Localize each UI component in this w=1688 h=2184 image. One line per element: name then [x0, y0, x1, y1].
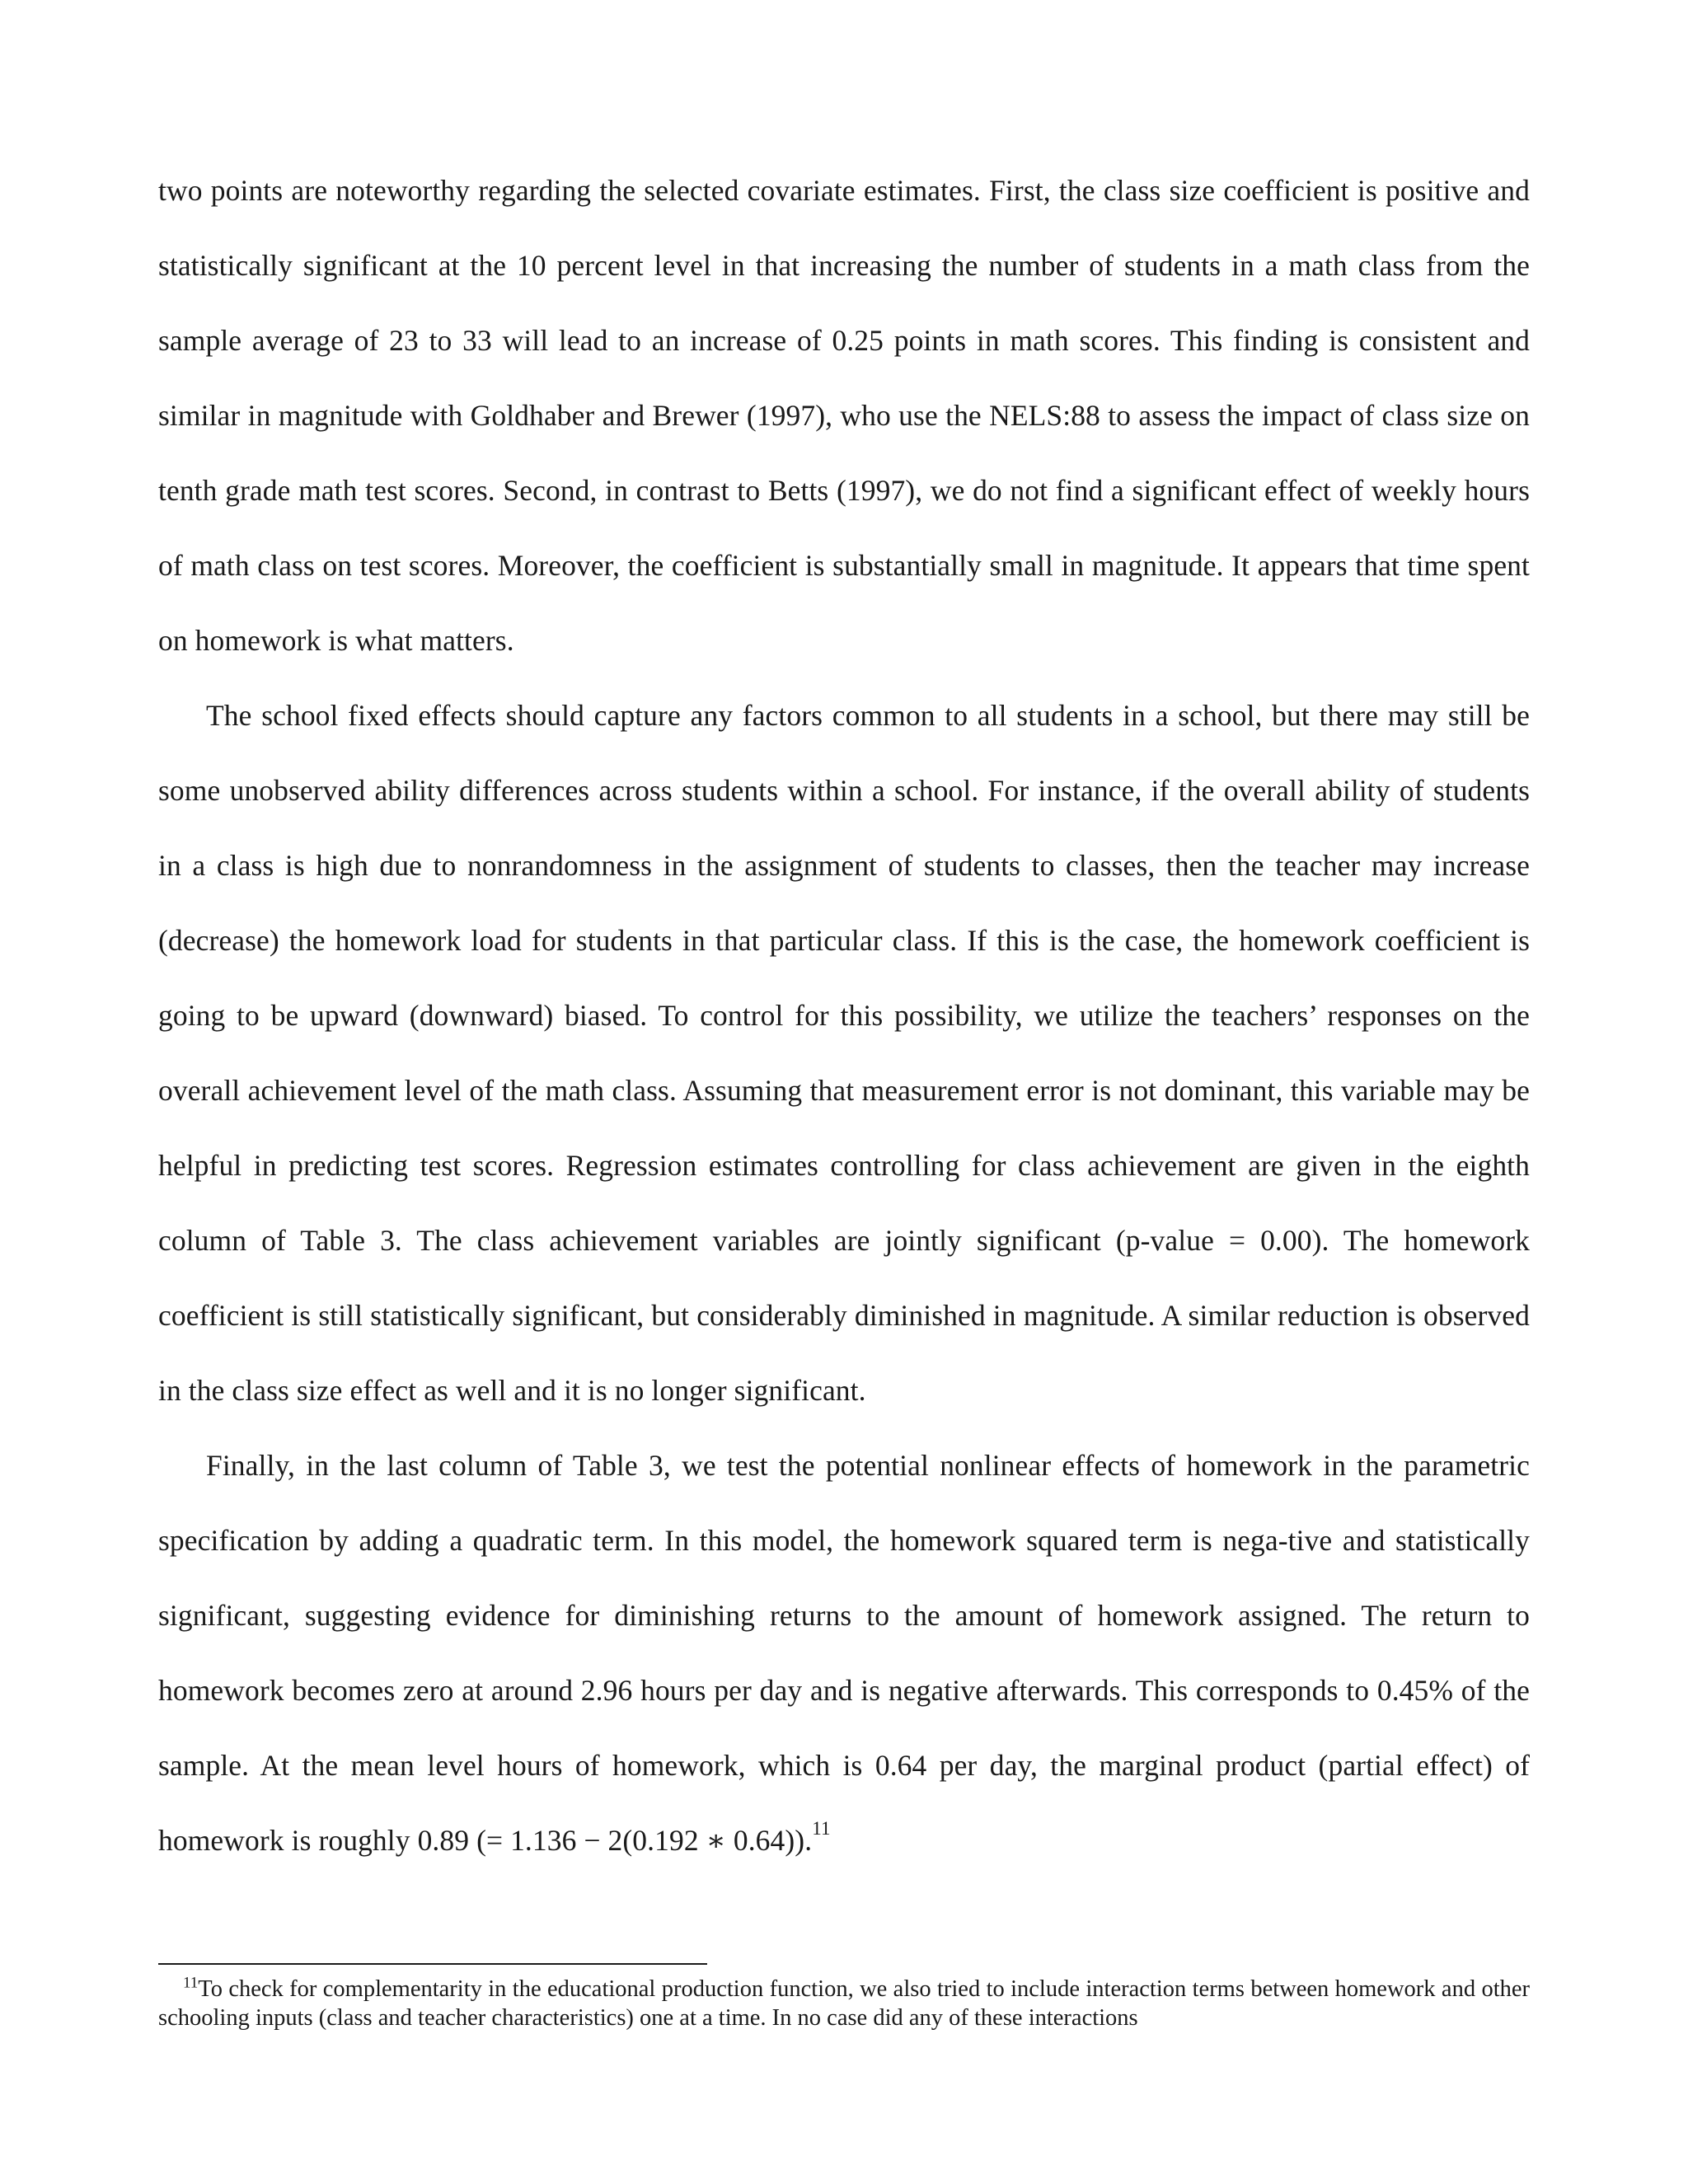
footnote-mark: 11	[183, 1974, 199, 1992]
footnote-reference-mark: 11	[812, 1818, 831, 1840]
paragraph-2	[158, 678, 1530, 1428]
footnote-divider	[158, 1963, 707, 1965]
footnote-text: To check for complementarity in the educational production function, we also tried to include interaction terms between homework and other schooling inputs (class and teacher characteristics) one at a time. In no case did any of these interactions	[158, 1976, 1530, 2031]
paragraph-1-text: two points are noteworthy regarding the selected covariate estimates. First, the class size coefficient is positive and statistically significant at the 10 percent level in that increasing the number of students in a math class from the sample average of 23 to 33 will lead to an increase of 0.25 points in math scores. This finding is consistent and similar in magnitude with Goldhaber and Brewer (1997), who use the NELS:88 to assess the impact of class size on tenth grade math test scores. Second, in contrast to Betts (1997), we do not find a significant effect of weekly hours of math class on test scores. Moreover, the coefficient is substantially small in magnitude. It appears that time spent on homework is what matters.	[158, 174, 1530, 657]
paragraph-1	[158, 153, 1530, 678]
paragraph-2-text: The school fixed effects should capture any factors common to all students in a school, but there may still be some unobserved ability differences across students within a school. For instance, if the overall ability of students in a class is high due to nonrandomness in the assignment of students to classes, then the teacher may increase (decrease) the homework load for students in that particular class. If this is the case, the homework coefficient is going to be upward (downward) biased. To control for this possibility, we utilize the teachers’ responses on the overall achievement level of the math class. Assuming that measurement error is not dominant, this variable may be helpful in predicting test scores. Regression estimates controlling for class achievement are given in the eighth column of Table 3. The class achievement variables are jointly significant (p-value = 0.00). The homework coefficient is still statistically significant, but considerably diminished in magnitude. A similar reduction is observed in the class size effect as well and it is no longer significant.	[158, 699, 1530, 1407]
footnote	[158, 1975, 1530, 2032]
body-text	[158, 153, 1530, 1878]
paragraph-3-text: Finally, in the last column of Table 3, we test the potential nonlinear effects of homework in the parametric specification by adding a quadratic term. In this model, the homework squared term is nega-tive and statistically significant, suggesting evidence for diminishing returns to the amount of homework assigned. The return to homework becomes zero at around 2.96 hours per day and is negative afterwards. This corresponds to 0.45% of the sample. At the mean level hours of homework, which is 0.64 per day, the marginal product (partial effect) of homework is roughly 0.89 (= 1.136 − 2(0.192 ∗ 0.64)).	[158, 1449, 1530, 1857]
paragraph-3	[158, 1428, 1530, 1878]
